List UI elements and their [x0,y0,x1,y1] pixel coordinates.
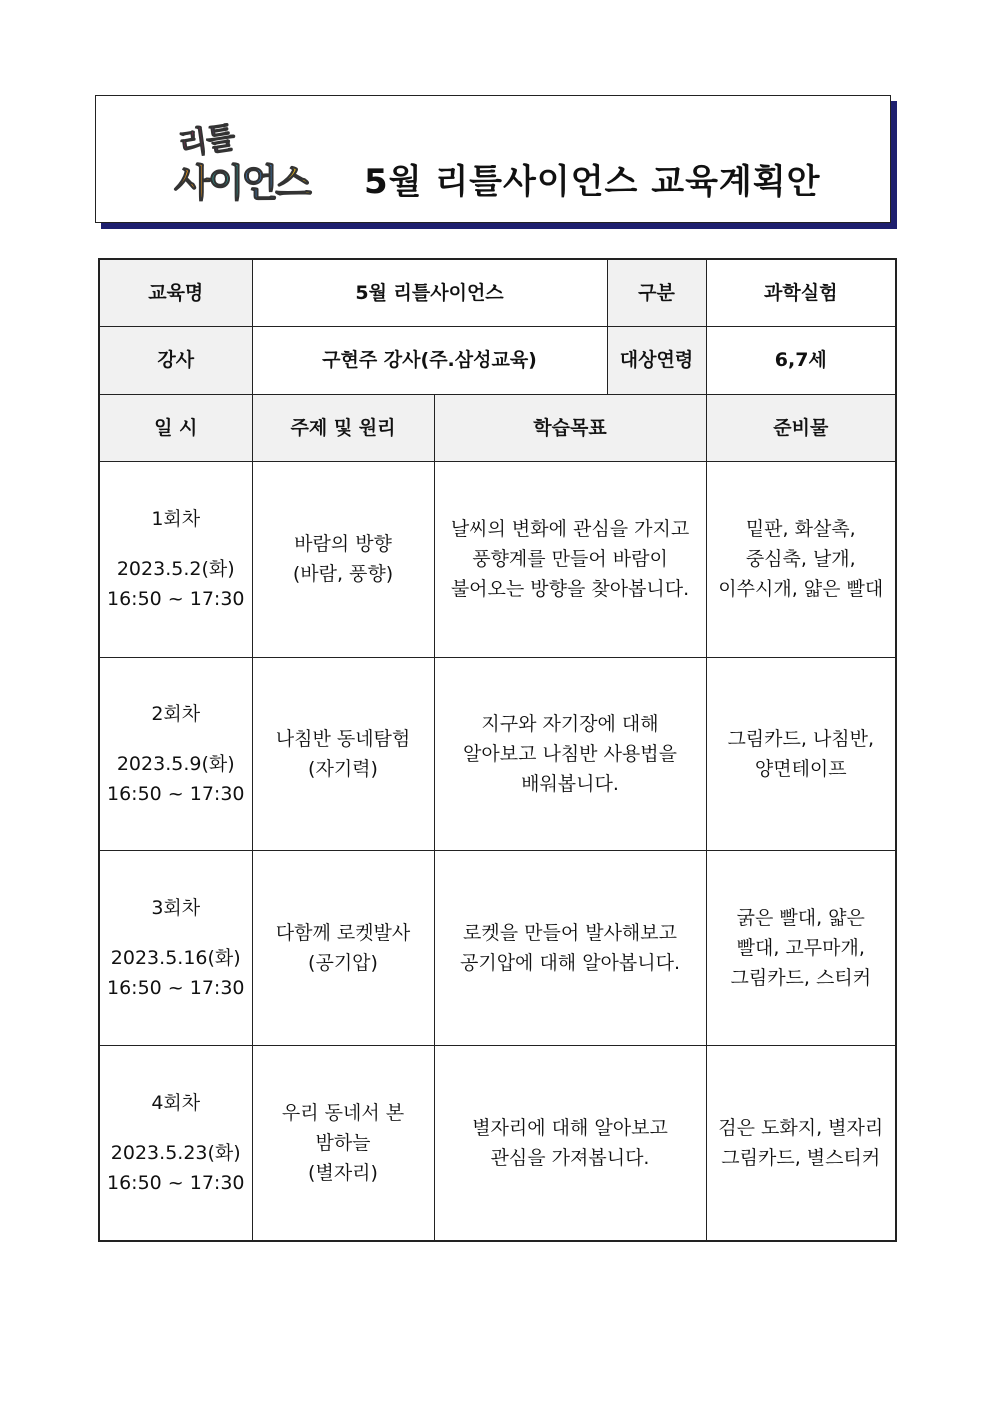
session-number: 4회차 [151,1091,201,1114]
session-materials [706,657,896,850]
goal-line: 지구와 자기장에 대해 [481,712,659,735]
edu-name-label: 교육명 [99,259,252,326]
goal-line: 불어오는 방향을 찾아봅니다. [450,578,690,600]
materials-line: 그림카드, 스티커 [730,966,872,989]
goal-line: 날씨의 변화에 관심을 가지고 [450,518,690,540]
session-number: 2회차 [151,702,201,725]
session-datetime [99,1045,252,1241]
session-datetime [99,461,252,657]
session-materials [706,1045,896,1241]
session-goal [434,850,706,1045]
materials-line: 그림카드, 별스티커 [721,1146,881,1169]
session-date: 2023.5.23(화) [110,1141,241,1164]
topic-line: (바람, 풍향) [292,563,394,585]
materials-line: 그림카드, 나침반, [727,727,875,750]
info-row-name [99,259,896,326]
logo-line1: 리틀 [176,120,237,163]
session-time: 16:50 ~ 17:30 [106,976,245,999]
goal-line: 알아보고 나침반 사용법을 [463,742,677,765]
goal-line: 배워봅니다. [521,772,619,795]
col-materials-header: 준비물 [706,394,896,461]
session-date: 2023.5.16(화) [110,946,241,969]
session-goal [434,1045,706,1241]
col-goal-header: 학습목표 [434,394,706,461]
session-topic [252,461,434,657]
category-label: 구분 [607,259,706,326]
session-goal [434,461,706,657]
col-topic-header: 주제 및 원리 [252,394,434,461]
goal-line: 별자리에 대해 알아보고 [472,1116,668,1139]
session-row [99,1045,896,1241]
logo-line2: 사이언스 [174,161,309,205]
materials-line: 양면테이프 [754,757,847,780]
age-value: 6,7세 [706,326,896,394]
session-row [99,657,896,850]
topic-line: 밤하늘 [315,1131,371,1154]
session-date: 2023.5.2(화) [116,558,235,580]
session-row [99,850,896,1045]
topic-line: 우리 동네서 본 [281,1101,405,1124]
category-value: 과학실험 [706,259,896,326]
session-datetime [99,850,252,1045]
session-topic [252,850,434,1045]
session-time: 16:50 ~ 17:30 [106,1171,245,1194]
goal-line: 관심을 가져봅니다. [490,1146,650,1169]
goal-line: 로켓을 만들어 발사해보고 [463,921,677,944]
edu-name-value: 5월 리틀사이언스 [252,259,607,326]
topic-line: (자기력) [308,757,378,780]
education-plan-table [98,258,897,1242]
session-datetime [99,657,252,850]
goal-line: 풍향계를 만들어 바람이 [472,548,668,570]
session-materials [706,850,896,1045]
title-box [95,95,891,223]
goal-line: 공기압에 대해 알아봅니다. [460,951,681,974]
page-title: 5월 리틀사이언스 교육계획안 [364,162,821,202]
little-science-logo [174,116,344,206]
session-goal [434,657,706,850]
session-number: 3회차 [151,896,201,919]
session-topic [252,1045,434,1241]
topic-line: 나침반 동네탐험 [275,727,411,750]
column-header-row [99,394,896,461]
session-materials [706,461,896,657]
materials-line: 밑판, 화살촉, [745,518,856,540]
session-topic [252,657,434,850]
materials-line: 빨대, 고무마개, [736,936,865,959]
topic-line: (별자리) [308,1161,378,1184]
session-number: 1회차 [151,508,201,530]
topic-line: 바람의 방향 [294,533,392,555]
materials-line: 굵은 빨대, 얇은 [736,906,865,929]
session-time: 16:50 ~ 17:30 [106,588,245,610]
instructor-value: 구현주 강사(주.삼성교육) [252,326,607,394]
session-row [99,461,896,657]
session-date: 2023.5.9(화) [116,752,235,775]
topic-line: 다함께 로켓발사 [275,921,411,944]
session-time: 16:50 ~ 17:30 [106,782,245,805]
materials-line: 검은 도화지, 별자리 [718,1116,884,1139]
materials-line: 이쑤시개, 얇은 빨대 [718,578,884,600]
col-date-header: 일 시 [99,394,252,461]
info-row-instructor [99,326,896,394]
age-label: 대상연령 [607,326,706,394]
materials-line: 중심축, 날개, [745,548,856,570]
instructor-label: 강사 [99,326,252,394]
topic-line: (공기압) [308,951,378,974]
